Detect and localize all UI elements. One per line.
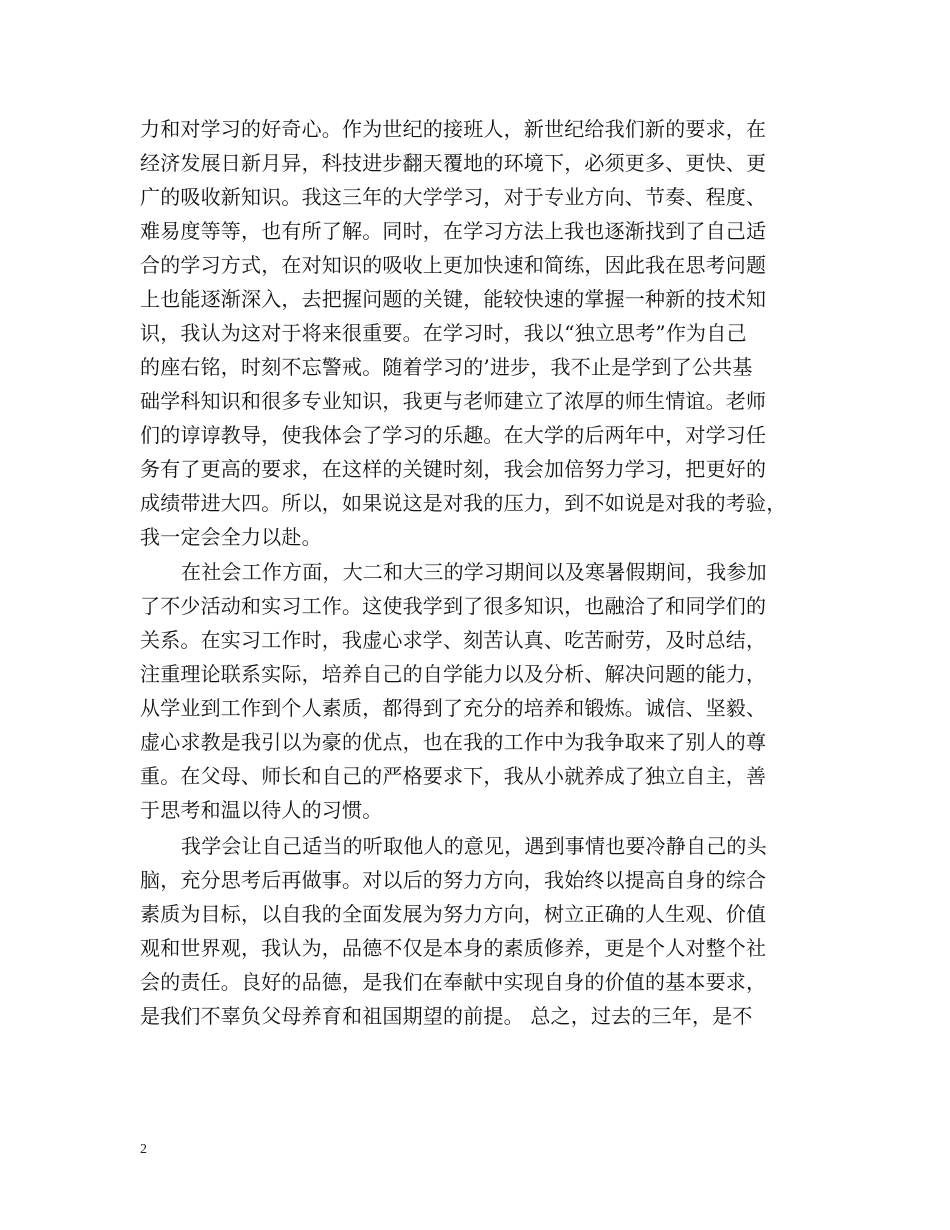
text-line: 注重理论联系实际，培养自己的自学能力以及分析、解决问题的能力， [140,662,767,686]
paragraph-first-line: 我学会让自己适当的听取他人的意见，遇到事情也要冷静自己的头 [181,834,767,858]
text-line: 观和世界观，我认为，品德不仅是本身的素质修养，更是个人对整个社 [140,936,767,960]
text-line: 素质为目标，以自我的全面发展为努力方向，树立正确的人生观、价值 [140,902,767,926]
text-line: 脑，充分思考后再做事。对以后的努力方向，我始终以提高自身的综合 [140,868,767,892]
text-line: 难易度等等，也有所了解。同时，在学习方法上我也逐渐找到了自己适 [140,219,767,243]
text-line: 虚心求教是我引以为豪的优点，也在我的工作中为我争取来了别人的尊 [140,730,767,754]
text-line: 关系。在实习工作时，我虚心求学、刻苦认真、吃苦耐劳，及时总结， [140,628,767,652]
text-line: 上也能逐渐深入，去把握问题的关键，能较快速的掌握一种新的技术知 [140,287,767,311]
text-line: 的座右铭，时刻不忘警戒。随着学习的’进步，我不止是学到了公共基 [140,355,753,379]
text-line: 成绩带进大四。所以，如果说这是对我的压力，到不如说是对我的考验， [140,491,787,515]
text-line: 合的学习方式，在对知识的吸收上更加快速和简练，因此我在思考问题 [140,253,767,277]
text-line: 我一定会全力以赴。 [140,525,322,549]
text-line: 们的谆谆教导，使我体会了学习的乐趣。在大学的后两年中，对学习任 [140,423,767,447]
text-line: 识，我认为这对于将来很重要。在学习时，我以“独立思考”作为自己 [140,321,747,345]
text-line: 务有了更高的要求，在这样的关键时刻，我会加倍努力学习，把更好的 [140,457,767,481]
text-line: 力和对学习的好奇心。作为世纪的接班人，新世纪给我们新的要求，在 [140,117,767,141]
text-line: 础学科知识和很多专业知识，我更与老师建立了浓厚的师生情谊。老师 [140,389,767,413]
text-line: 从学业到工作到个人素质，都得到了充分的培养和锻炼。诚信、坚毅、 [140,696,767,720]
text-line: 会的责任。良好的品德，是我们在奉献中实现自身的价值的基本要求， [140,970,767,994]
text-line: 广的吸收新知识。我这三年的大学学习，对于专业方向、节奏、程度、 [140,185,767,209]
text-line: 经济发展日新月异，科技进步翻天覆地的环境下，必须更多、更快、更 [140,151,767,175]
text-line: 重。在父母、师长和自己的严格要求下，我从小就养成了独立自主，善 [140,764,767,788]
text-line: 了不少活动和实习工作。这使我学到了很多知识，也融洽了和同学们的 [140,594,767,618]
text-line: 于思考和温以待人的习惯。 [140,798,383,822]
page-number: 2 [140,1142,147,1157]
paragraph-first-line: 在社会工作方面，大二和大三的学习期间以及寒暑假期间，我参加 [181,560,767,584]
text-line: 是我们不辜负父母养育和祖国期望的前提。 总之，过去的三年，是不 [140,1004,753,1028]
